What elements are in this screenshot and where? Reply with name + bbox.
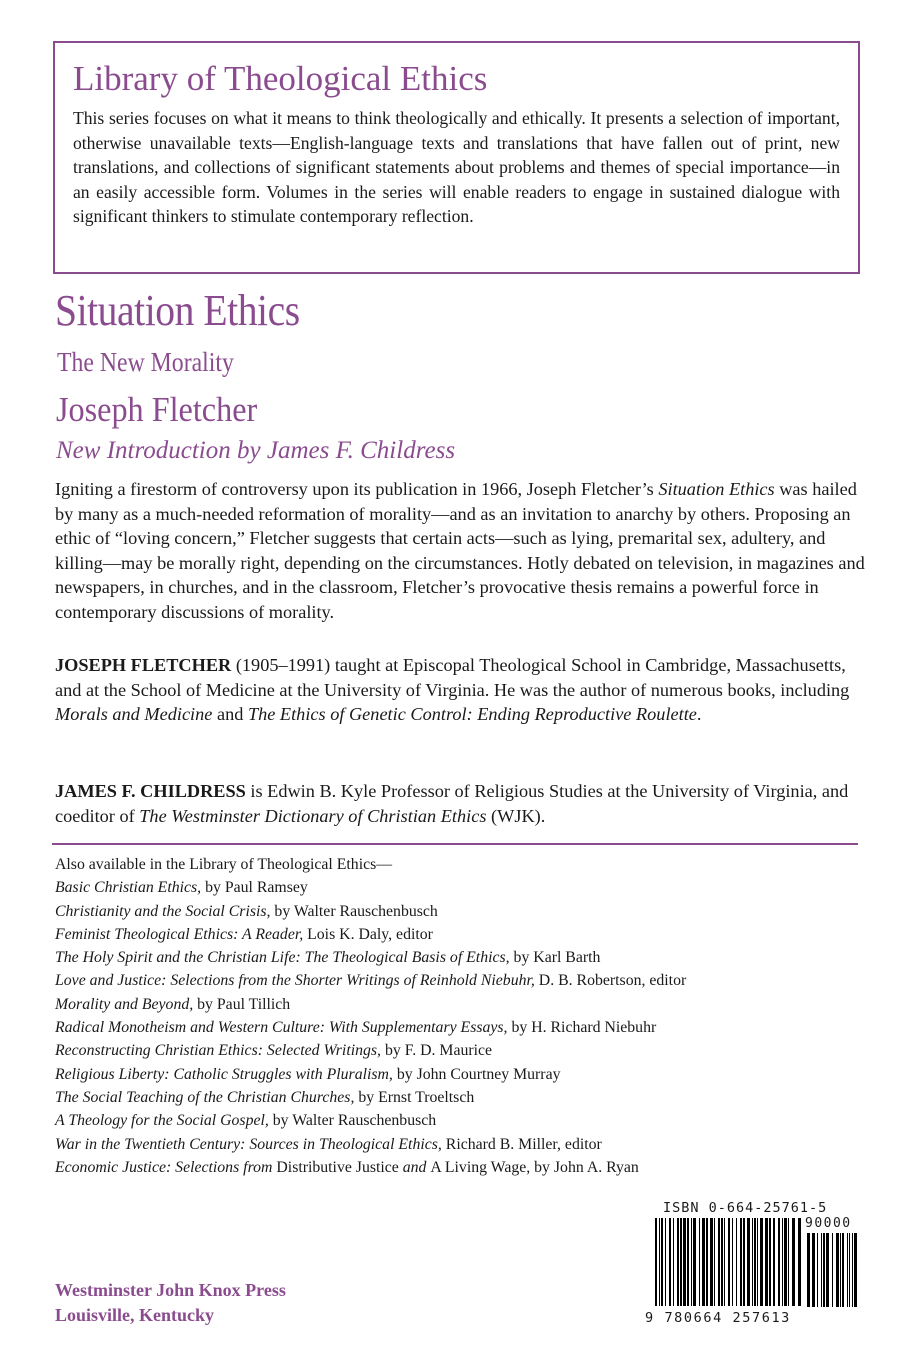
- fletcher-book-1: Morals and Medicine: [55, 704, 213, 725]
- fletcher-book-2: The Ethics of Genetic Control: Ending Reproductive Roulette: [247, 704, 697, 725]
- barcode-bar: [747, 1218, 750, 1306]
- list-item-title: War in the Twentieth Century: Sources in Theological Ethics,: [55, 1135, 442, 1153]
- barcode-bar: [655, 1218, 657, 1306]
- childress-bio-text-2: (WJK).: [486, 805, 546, 826]
- list-item-title: Reconstructing Christian Ethics: Selected Writings,: [55, 1042, 381, 1060]
- barcode-bar: [699, 1218, 700, 1306]
- price-code: 90000: [805, 1216, 852, 1231]
- list-item-author: , by John A. Ryan: [526, 1158, 639, 1176]
- list-item: [55, 946, 865, 969]
- list-item: [55, 900, 865, 923]
- ean-barcode-bars: [653, 1218, 803, 1310]
- barcode-bar: [765, 1218, 768, 1306]
- barcode-bar: [757, 1218, 758, 1306]
- list-item: [55, 993, 865, 1016]
- barcode-bar: [784, 1218, 787, 1306]
- fletcher-bio-text-3: .: [696, 704, 702, 725]
- publisher-location: Louisville, Kentucky: [55, 1305, 215, 1325]
- childress-book: The Westminster Dictionary of Christian Ethics: [139, 805, 487, 826]
- barcode-bar: [760, 1218, 763, 1306]
- barcode-bar: [754, 1218, 756, 1306]
- list-item-title: Christianity and the Social Crisis,: [55, 902, 271, 920]
- list-item-title: The Holy Spirit and the Christian Life: The Theological Basis of Ethics,: [55, 949, 510, 967]
- list-item-author: by Walter Rauschenbusch: [270, 902, 438, 920]
- list-item-author: Lois K. Daly, editor: [303, 925, 433, 943]
- childress-bio: [55, 779, 865, 828]
- book-title: Situation Ethics: [55, 286, 300, 335]
- barcode-bar: [677, 1218, 679, 1306]
- book-introduction-credit: New Introduction by James F. Childress: [56, 437, 456, 464]
- barcode-bar: [773, 1218, 775, 1306]
- isbn-text: ISBN 0-664-25761-5: [663, 1200, 828, 1216]
- book-description: [55, 477, 865, 625]
- list-item-title: A Theology for the Social Gospel,: [55, 1112, 269, 1130]
- barcode-bar: [849, 1233, 850, 1307]
- barcode-bar: [669, 1218, 671, 1306]
- barcode-bar: [714, 1218, 715, 1306]
- barcode-bar: [821, 1233, 822, 1307]
- list-item-title: Morality and Beyond,: [55, 995, 194, 1013]
- price-barcode-bars: [805, 1233, 860, 1310]
- barcode-bar: [769, 1218, 771, 1306]
- barcode-bar: [693, 1218, 696, 1306]
- ean-number: 9 780664 257613: [645, 1310, 791, 1326]
- barcode-bar: [687, 1218, 689, 1306]
- list-item-title-and: and: [398, 1158, 431, 1176]
- series-box: [53, 41, 860, 274]
- barcode-bar: [792, 1218, 795, 1306]
- fletcher-bio-text-2: and: [212, 704, 248, 725]
- book-subtitle: The New Morality: [57, 347, 234, 377]
- barcode-bar: [782, 1218, 783, 1306]
- list-item-author: by Walter Rauschenbusch: [268, 1112, 437, 1130]
- barcode-bar: [778, 1218, 780, 1306]
- fletcher-bio: [55, 653, 865, 727]
- barcode-bar: [710, 1218, 713, 1306]
- fletcher-name: JOSEPH FLETCHER: [55, 655, 232, 675]
- barcode-bar: [788, 1218, 789, 1306]
- publisher: [55, 1278, 286, 1328]
- list-item-title: The Social Teaching of the Christian Churches,: [55, 1088, 355, 1106]
- barcode-bar: [736, 1218, 737, 1306]
- barcode-bar: [665, 1218, 666, 1306]
- barcode-bar: [847, 1233, 848, 1307]
- barcode-bar: [661, 1218, 663, 1306]
- barcode-bar: [807, 1233, 810, 1307]
- description-book-title: Situation Ethics: [658, 479, 775, 499]
- list-item-author: by Paul Ramsey: [201, 879, 308, 897]
- barcode-bar: [840, 1233, 841, 1307]
- list-item: [55, 1156, 865, 1179]
- list-item: [55, 923, 865, 946]
- barcode-bar: [680, 1218, 682, 1306]
- list-item-author: by Ernst Troeltsch: [354, 1088, 475, 1106]
- barcode: [645, 1200, 863, 1330]
- fletcher-bio-text: (1905–1991) taught at Episcopal Theological School in Cambridge, Massachusetts, and at the School of Medicine at the University of Virginia. He was the author of numerous books, including: [55, 655, 850, 700]
- list-item-title: Radical Monotheism and Western Culture: With Supplementary Essays,: [55, 1019, 508, 1037]
- barcode-bar: [752, 1218, 753, 1306]
- description-text-cont: was hailed by many as a much-needed reformation of morality—and as an invitation to anarchy by others. Proposing an ethic of “loving concern,” Fletcher suggests that certain acts—such as lying, premarital sex, adultery, and killing—may be morally right, depending on the circumstances. Hotly debated on television, in magazines and newspapers, in churches, and in the classroom, Fletcher’s provocative thesis remains a powerful force in contemporary discussions of morality.: [55, 479, 865, 622]
- barcode-bar: [732, 1218, 733, 1306]
- also-available-list: [55, 853, 865, 1179]
- barcode-bar: [842, 1233, 844, 1307]
- barcode-bar: [836, 1233, 839, 1307]
- barcode-bar: [743, 1218, 745, 1306]
- list-item-title: Religious Liberty: Catholic Struggles with Pluralism,: [55, 1065, 393, 1083]
- barcode-bar: [852, 1233, 853, 1307]
- barcode-bar: [854, 1233, 857, 1307]
- list-item-title: Economic Justice: Selections from: [55, 1158, 277, 1176]
- barcode-bar: [817, 1233, 818, 1307]
- childress-name: JAMES F. CHILDRESS: [55, 781, 246, 801]
- list-item: [55, 1039, 865, 1062]
- list-item: [55, 1086, 865, 1109]
- barcode-bar: [659, 1218, 660, 1306]
- barcode-bar: [798, 1218, 801, 1306]
- list-item: [55, 1109, 865, 1132]
- list-item-title: Basic Christian Ethics,: [55, 879, 202, 897]
- barcode-bar: [683, 1218, 686, 1306]
- barcode-bar: [724, 1218, 725, 1306]
- list-item-title: Love and Justice: Selections from the Shorter Writings of Reinhold Niebuhr,: [55, 972, 535, 990]
- barcode-bar: [673, 1218, 674, 1306]
- list-item-title: Feminist Theological Ethics: A Reader,: [55, 925, 304, 943]
- barcode-bar: [706, 1218, 708, 1306]
- list-item: [55, 969, 865, 992]
- barcode-bar: [691, 1218, 692, 1306]
- barcode-bar: [832, 1233, 833, 1307]
- barcode-bar: [740, 1218, 742, 1306]
- list-item: [55, 1063, 865, 1086]
- list-item-author: Richard B. Miller, editor: [441, 1135, 602, 1153]
- list-item-author: by F. D. Maurice: [381, 1042, 493, 1060]
- list-item: [55, 1133, 865, 1156]
- childress-bio-text: is Edwin B. Kyle Professor of Religious Studies at the University of Virginia, and coeditor of: [55, 781, 849, 826]
- series-title: Library of Theological Ethics: [73, 59, 488, 98]
- barcode-bar: [702, 1218, 705, 1306]
- section-divider: [52, 843, 858, 845]
- series-description: This series focuses on what it means to think theologically and ethically. It presents a selection of important, otherwise unavailable texts—English-language texts and translations that have fallen out of print, new translations, and collections of significant statements about problems and themes of special importance—in an easily accessible form. Volumes in the series will enable readers to engage in sustained dialogue with significant thinkers to stimulate contemporary reflection.: [73, 108, 840, 226]
- list-item-author: by John Courtney Murray: [392, 1065, 561, 1083]
- barcode-bar: [812, 1233, 815, 1307]
- barcode-bar: [826, 1233, 829, 1307]
- list-item-title-roman-2: A Living Wage: [430, 1158, 527, 1176]
- list-item: [55, 876, 865, 899]
- barcode-bar: [728, 1218, 730, 1306]
- barcode-bar: [718, 1218, 720, 1306]
- list-item-author: D. B. Robertson, editor: [534, 972, 687, 990]
- description-text: Igniting a firestorm of controversy upon its publication in 1966, Joseph Fletcher’s: [55, 479, 659, 499]
- list-item-title-roman: Distributive Justice: [276, 1158, 399, 1176]
- barcode-bar: [823, 1233, 825, 1307]
- also-available-heading: Also available in the Library of Theological Ethics—: [55, 856, 393, 873]
- publisher-name: Westminster John Knox Press: [55, 1280, 286, 1300]
- list-item: [55, 1016, 865, 1039]
- list-item-author: by H. Richard Niebuhr: [507, 1019, 657, 1037]
- list-item-author: by Karl Barth: [509, 949, 601, 967]
- list-item-author: by Paul Tillich: [193, 995, 291, 1013]
- book-author: Joseph Fletcher: [56, 390, 258, 429]
- barcode-bar: [721, 1218, 723, 1306]
